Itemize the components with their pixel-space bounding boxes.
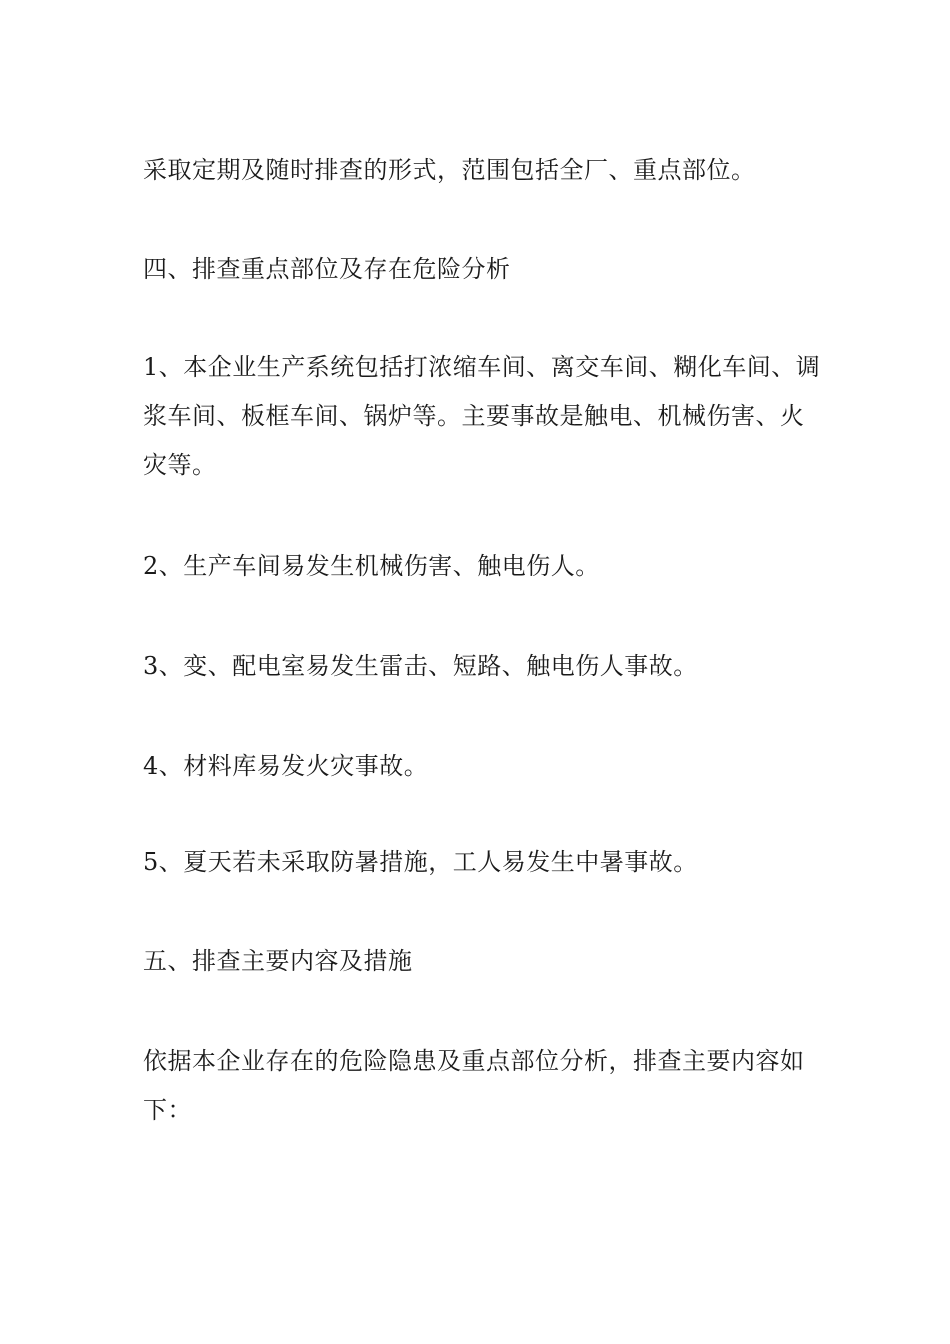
section-heading-5: 五、排查主要内容及措施	[143, 947, 413, 975]
paragraph-item-3: 3、变、配电室易发生雷击、短路、触电伤人事故。	[143, 652, 698, 680]
paragraph-inspection-form: 采取定期及随时排查的形式，范围包括全厂、重点部位。	[143, 156, 756, 184]
paragraph-content-intro: 依据本企业存在的危险隐患及重点部位分析，排查主要内容如下：	[143, 1047, 805, 1124]
paragraph-item-2: 2、生产车间易发生机械伤害、触电伤人。	[143, 552, 600, 580]
paragraph-item-5: 5、夏天若未采取防暑措施，工人易发生中暑事故。	[143, 848, 698, 876]
paragraph-item-1: 1、本企业生产系统包括打浓缩车间、离交车间、糊化车间、调浆车间、板框车间、锅炉等。主要事故是触电、机械伤害、火灾等。	[143, 353, 821, 479]
section-heading-4: 四、排查重点部位及存在危险分析	[143, 255, 511, 283]
paragraph-item-4: 4、材料库易发火灾事故。	[143, 752, 429, 780]
